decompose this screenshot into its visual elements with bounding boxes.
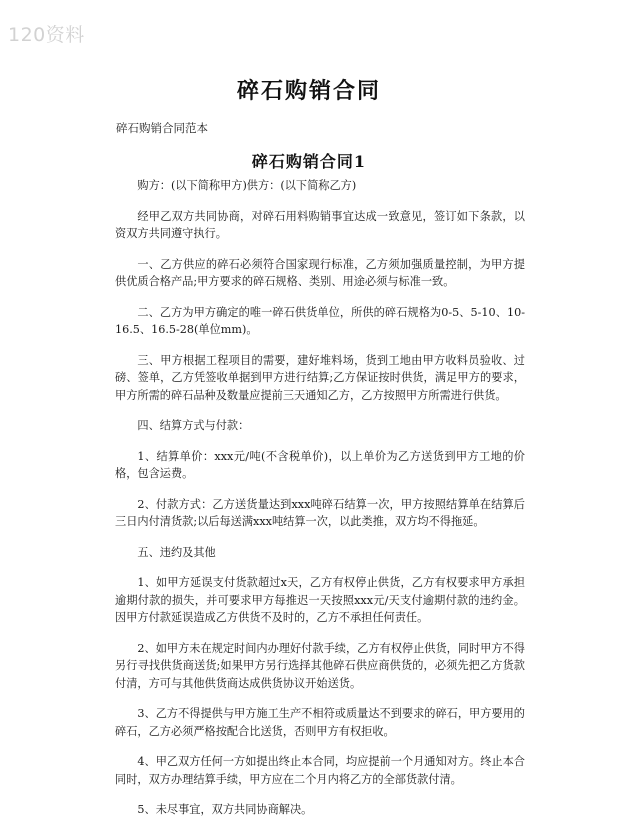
- contract-body: [115, 177, 525, 832]
- paragraph-parties: 购方：(以下简称甲方)供方：(以下简称乙方): [137, 179, 357, 192]
- section-heading-payment: 四、结算方式与付款：: [137, 419, 250, 432]
- document-subtitle: 碎石购销合同范本: [116, 121, 208, 135]
- section-heading-breach: 五、违约及其他: [137, 545, 216, 559]
- paragraph-intro: 经甲乙双方共同协商，对碎石用料购销事宜达成一致意见，签订如下条款，以资双方共同遵守执行。: [115, 209, 525, 240]
- paragraph-breach-2: 2、如甲方未在规定时间内办理好付款手续，乙方有权停止供货，同时甲方不得另行寻找供货商送货;如果甲方另行选择其他碎石供应商供货的，必须先把乙方货款付清，方可与其他供货商达成供货协议开始送货。: [115, 641, 525, 690]
- paragraph-clause-3: 三、甲方根据工程项目的需要，建好堆料场，货到工地由甲方收料员验收、过磅、签单，乙方凭签收单据到甲方进行结算;乙方保证按时供货，满足甲方的要求，甲方所需的碎石品种及数量应提前三天通知乙方，乙方按照甲方所需进行供货。: [115, 353, 525, 402]
- paragraph-breach-5: 5、未尽事宜，双方共同协商解决。: [137, 803, 313, 816]
- watermark-logo: 120资料: [8, 24, 85, 46]
- paragraph-breach-3: 3、乙方不得提供与甲方施工生产不相符或质量达不到要求的碎石，甲方要用的碎石，乙方必须严格按配合比送货，否则甲方有权拒收。: [115, 707, 525, 738]
- paragraph-payment-2: 2、付款方式：乙方送货量达到xxx吨碎石结算一次，甲方按照结算单在结算后三日内付清货款;以后每送满xxx吨结算一次，以此类推，双方均不得拖延。: [115, 497, 525, 528]
- contract-heading: 碎石购销合同1: [251, 152, 367, 171]
- paragraph-breach-1: 1、如甲方延误支付货款超过x天，乙方有权停止供货，乙方有权要求甲方承担逾期付款的损失，并可要求甲方每推迟一天按照xxx元/天支付逾期付款的违约金。因甲方付款延误造成乙方供货不及时的，乙方不承担任何责任。: [115, 576, 525, 624]
- paragraph-clause-1: 一、乙方供应的碎石必须符合国家现行标准，乙方须加强质量控制，为甲方提供优质合格产品;甲方要求的碎石规格、类别、用途必须与标准一致。: [115, 257, 525, 288]
- paragraph-breach-4: 4、甲乙双方任何一方如提出终止本合同，均应提前一个月通知对方。终止本合同时，双方办理结算手续，甲方应在二个月内将乙方的全部货款付清。: [115, 755, 525, 786]
- paragraph-clause-2: 二、乙方为甲方确定的唯一碎石供货单位，所供的碎石规格为0-5、5-10、10-16.5、16.5-28(单位mm)。: [115, 305, 525, 336]
- document-title: 碎石购销合同: [236, 78, 381, 104]
- paragraph-payment-1: 1、结算单价：xxx元/吨(不含税单价)，以上单价为乙方送货到甲方工地的价格，包含运费。: [115, 449, 525, 480]
